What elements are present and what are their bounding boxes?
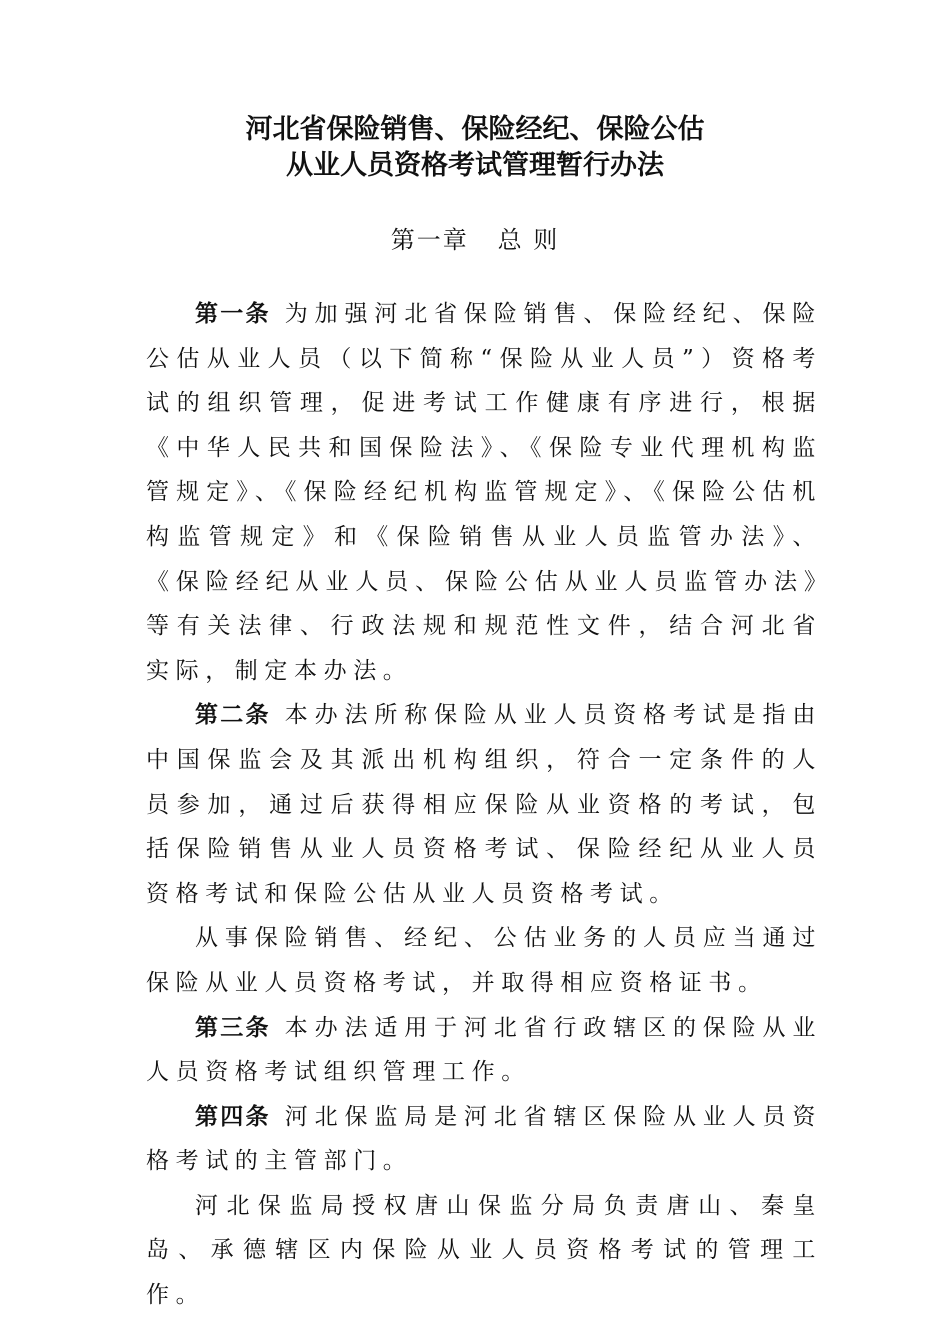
article-paragraph (146, 292, 822, 693)
article-label: 第一条 (195, 301, 271, 327)
article-text: 本办法适用于河北省行政辖区的保险从业人员资格考试组织管理工作。 (146, 1014, 822, 1086)
continuation-paragraph (146, 916, 822, 1005)
document-title-line-2: 从业人员资格考试管理暂行办法 (286, 150, 664, 181)
article-label: 第四条 (195, 1103, 271, 1130)
article-text: 河北保监局授权唐山保监分局负责唐山、秦皇岛、承德辖区内保险从业人员资格考试的管理工作。 (146, 1192, 822, 1309)
article-label: 第二条 (195, 702, 271, 729)
article-text: 为加强河北省保险销售、保险经纪、保险公估从业人员（以下简称“保险从业人员”）资格考试的组织管理，促进考试工作健康有序进行，根据《中华人民共和国保险法》、《保险专业代理机构监管规定》、《保险经纪机构监管规定》、《保险公估机构监管规定》和《保险销售从业人员监管办法》、《保险经纪从业人员、保险公估从业人员监管办法》等有关法律、行政法规和规范性文件，结合河北省实际，制定本办法。 (146, 301, 822, 684)
article-text: 河北保监局是河北省辖区保险从业人员资格考试的主管部门。 (146, 1103, 822, 1175)
article-label: 第三条 (195, 1014, 271, 1041)
chapter-heading: 第一章 总 则 (390, 226, 560, 254)
document-title-line-1: 河北省保险销售、保险经纪、保险公估 (245, 114, 705, 145)
document-body (146, 292, 822, 1318)
continuation-paragraph (146, 1184, 822, 1318)
article-text: 本办法所称保险从业人员资格考试是指由中国保监会及其派出机构组织，符合一定条件的人员参加，通过后获得相应保险从业资格的考试，包括保险销售从业人员资格考试、保险经纪从业人员资格考试和保险公估从业人员资格考试。 (146, 702, 822, 907)
article-paragraph (146, 1006, 822, 1095)
article-text: 从事保险销售、经纪、公估业务的人员应当通过保险从业人员资格考试，并取得相应资格证书。 (146, 925, 822, 996)
article-paragraph (146, 693, 822, 916)
article-paragraph (146, 1095, 822, 1184)
